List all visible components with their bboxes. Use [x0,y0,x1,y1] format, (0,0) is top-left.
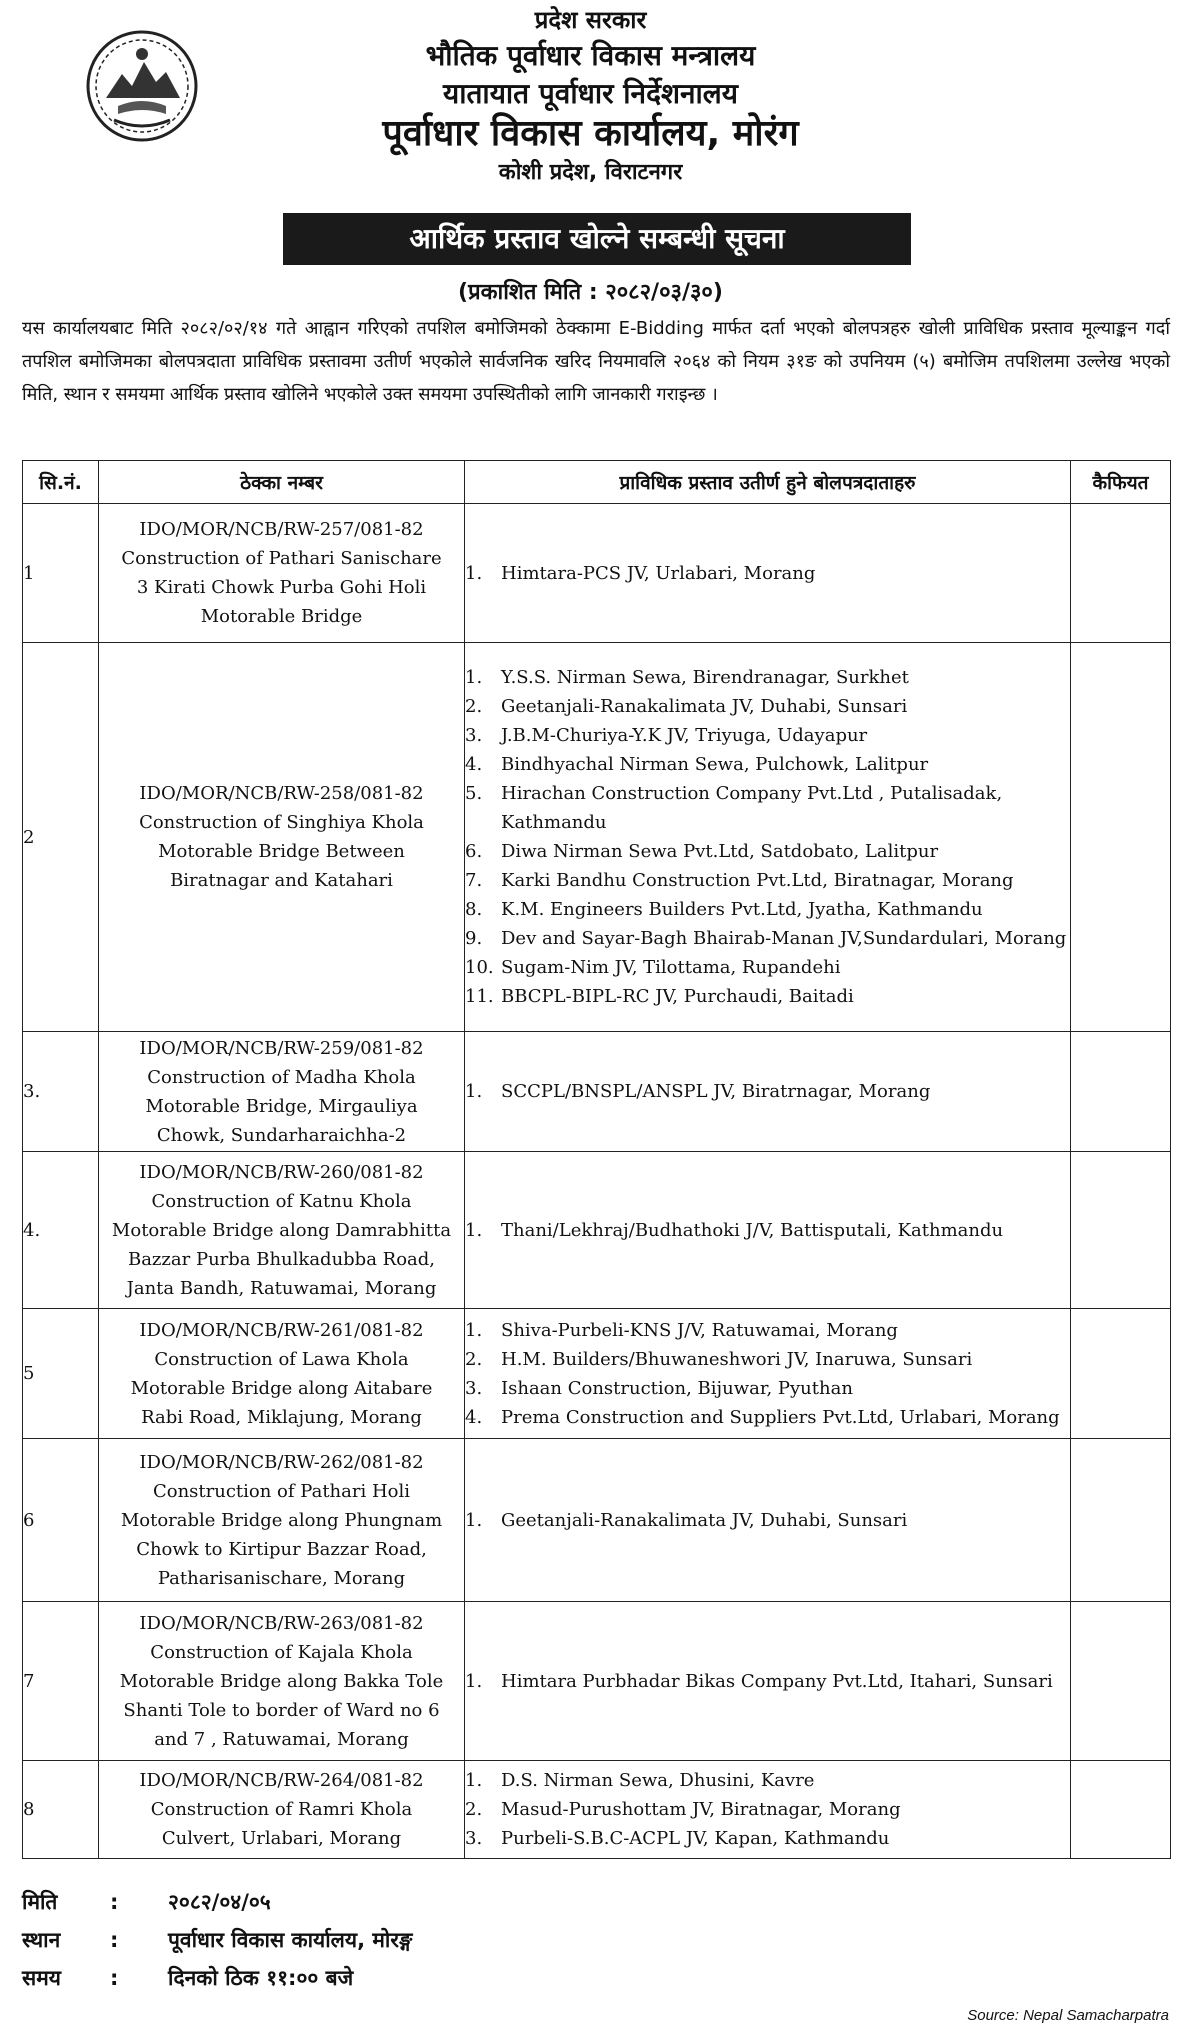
row-contract [99,1439,465,1602]
table-row [23,1152,1171,1309]
bidder-number: 2. [465,1348,483,1370]
contract-line: Motorable Bridge along Damrabhitta [111,1219,452,1241]
footer-time-row [22,1959,722,1997]
row-contract [99,1309,465,1439]
row-sn: 4. [23,1152,99,1309]
bidder-name: Thani/Lekhraj/Budhathoki J/V, Battisputali, Kathmandu [501,1219,1004,1241]
bidder-number: 3. [465,1377,483,1399]
bidder-number: 1. [465,1319,483,1341]
list-item [465,1795,1070,1824]
row-bidders [465,504,1071,643]
row-sn: 6 [23,1439,99,1602]
bidder-name: Geetanjali-Ranakalimata JV, Duhabi, Sunsari [501,696,908,717]
bidder-list [465,663,1070,1011]
bidder-name: Shiva-Purbeli-KNS J/V, Ratuwamai, Morang [501,1319,898,1341]
header-line-location: कोशी प्रदेश, विराटनगर [498,160,683,185]
list-item [465,750,1070,779]
contract-line: IDO/MOR/NCB/RW-260/081-82 [139,1161,424,1183]
list-item [465,1667,1070,1696]
office-header [0,8,1181,184]
opening-details [22,1883,722,1997]
bidder-number: 2. [465,1799,483,1820]
row-contract [99,1032,465,1152]
contract-line: Motorable Bridge, Mirgauliya [145,1095,418,1117]
list-item [465,559,1070,588]
bidder-number: 1. [465,1770,483,1791]
row-remarks [1071,1309,1171,1439]
source-credit: Source: Nepal Samacharpatra [967,2007,1169,2024]
contract-line: Chowk, Sundarharaichha-2 [156,1124,407,1146]
header-bidders: प्राविधिक प्रस्ताव उतीर्ण हुने बोलपत्रदाताहरु [465,461,1071,504]
row-contract [99,1761,465,1859]
header-remarks: कैफियत [1071,461,1171,504]
header-line-ministry: भौतिक पूर्वाधार विकास मन्त्रालय [425,39,756,72]
list-item [465,779,1070,837]
table-header-row [23,461,1171,504]
bidder-number: 11. [465,986,494,1007]
bidder-number: 1. [465,1219,483,1241]
header-line-office: पूर्वाधार विकास कार्यालय, मोरंग [382,113,799,154]
published-date: (प्रकाशित मिति : २०८२/०३/३०) [458,280,723,305]
contract-line: IDO/MOR/NCB/RW-259/081-82 [139,1037,424,1059]
row-bidders [465,1439,1071,1602]
list-item [465,1766,1070,1795]
contract-line: Bazzar Purba Bhulkadubba Road, [127,1248,436,1270]
footer-colon: : [110,1890,119,1914]
list-item [465,1077,1070,1106]
contract-line: Rabi Road, Miklajung, Morang [141,1406,422,1428]
row-remarks [1071,1032,1171,1152]
bidder-list [465,1766,1070,1853]
table-row [23,1309,1171,1439]
row-remarks [1071,1602,1171,1761]
bidder-list [465,1667,1070,1696]
notice-title: आर्थिक प्रस्ताव खोल्ने सम्बन्धी सूचना [283,213,911,265]
row-sn: 1 [23,504,99,643]
bidder-name: Himtara-PCS JV, Urlabari, Morang [501,562,816,584]
row-remarks [1071,1761,1171,1859]
contract-line: 3 Kirati Chowk Purba Gohi Holi [136,577,427,598]
bidder-number: 2. [465,696,483,717]
contract-line: Construction of Lawa Khola [154,1348,409,1370]
bidder-number: 9. [465,928,483,949]
bidder-name: Himtara Purbhadar Bikas Company Pvt.Ltd, Itahari, Sunsari [501,1670,1053,1692]
bidder-name: Sugam-Nim JV, Tilottama, Rupandehi [501,957,841,978]
bidder-name: J.B.M-Churiya-Y.K JV, Triyuga, Udayapur [501,725,868,746]
contract-line: IDO/MOR/NCB/RW-263/081-82 [139,1612,424,1634]
list-item [465,924,1070,953]
row-remarks [1071,1152,1171,1309]
list-item [465,1403,1070,1432]
bidder-name: Geetanjali-Ranakalimata JV, Duhabi, Sunsari [501,1509,908,1531]
contract-line: Construction of Pathari Holi [152,1480,411,1502]
header-contract: ठेक्का नम्बर [99,461,465,504]
list-item [465,663,1070,692]
footer-colon: : [110,1928,119,1952]
bidder-number: 1. [465,1670,483,1692]
contract-line: Janta Bandh, Ratuwamai, Morang [126,1277,437,1299]
bidder-name: SCCPL/BNSPL/ANSPL JV, Biratrnagar, Morang [501,1081,931,1102]
row-sn: 7 [23,1602,99,1761]
contract-line: Construction of Singhiya Khola [139,812,424,833]
bidder-name: Diwa Nirman Sewa Pvt.Ltd, Satdobato, Lalitpur [501,841,939,862]
bidder-number: 4. [465,1406,483,1428]
bidder-name: D.S. Nirman Sewa, Dhusini, Kavre [501,1770,815,1791]
bidder-number: 1. [465,1081,483,1102]
intro-paragraph: यस कार्यालयबाट मिति २०८२/०२/१४ गते आह्वान गरिएको तपशिल बमोजिमको ठेक्कामा E-Bidding मार्फत दर्ता भएको बोलपत्रहरु खोली प्राविधिक प्रस्ताव मूल्याङ्कन गर्दा तपशिल बमोजिमका बोलपत्रदाता प्राविधिक प्रस्तावमा उतीर्ण भएकोले सार्वजनिक खरिद नियमावलि २०६४ को नियम ३१ङ को उपनियम (५) बमोजिम तपशिलमा उल्लेख भएको मिति, स्थान र समयमा आर्थिक प्रस्ताव खोलिने भएकोले उक्त समयमा उपस्थितीको लागि जानकारी गराइन्छ । [22,318,1170,405]
bidder-number: 3. [465,1828,483,1849]
footer-colon: : [110,1966,119,1990]
footer-time-value: दिनको ठिक ११:०० बजे [168,1966,354,1990]
bidder-name: Prema Construction and Suppliers Pvt.Ltd, Urlabari, Morang [501,1406,1060,1428]
footer-place-value: पूर्वाधार विकास कार्यालय, मोरङ्ग [168,1928,413,1952]
list-item [465,721,1070,750]
contract-line: IDO/MOR/NCB/RW-257/081-82 [139,519,424,540]
row-bidders [465,1602,1071,1761]
bidder-name: Karki Bandhu Construction Pvt.Ltd, Biratnagar, Morang [501,870,1014,891]
bidder-number: 7. [465,870,483,891]
row-contract [99,643,465,1032]
contract-line: Shanti Tole to border of Ward no 6 [123,1699,440,1721]
contract-line: Chowk to Kirtipur Bazzar Road, [136,1538,427,1560]
contract-line: Patharisanischare, Morang [157,1567,406,1589]
bidder-number: 8. [465,899,483,920]
row-sn: 8 [23,1761,99,1859]
bidder-number: 1. [465,667,483,688]
contract-line: IDO/MOR/NCB/RW-264/081-82 [139,1770,424,1791]
table-row [23,1439,1171,1602]
table-row [23,1761,1171,1859]
bidder-list [465,1506,1070,1535]
footer-place-row [22,1921,722,1959]
bidder-number: 1. [465,1509,483,1531]
bidders-table [22,460,1171,1859]
bidder-number: 5. [465,783,483,804]
bidder-list [465,559,1070,588]
row-remarks [1071,504,1171,643]
bidder-name: Masud-Purushottam JV, Biratnagar, Morang [501,1799,901,1820]
contract-line: IDO/MOR/NCB/RW-261/081-82 [139,1319,424,1341]
bidder-number: 3. [465,725,483,746]
bidder-number: 1. [465,562,483,584]
row-contract [99,504,465,643]
bidder-number: 4. [465,754,483,775]
footer-place-label: स्थान [22,1928,61,1952]
list-item [465,1506,1070,1535]
list-item [465,1216,1070,1245]
row-sn: 3. [23,1032,99,1152]
contract-line: Motorable Bridge [200,606,363,627]
contract-line: Culvert, Urlabari, Morang [161,1828,402,1849]
table-row [23,1032,1171,1152]
bidder-name: K.M. Engineers Builders Pvt.Ltd, Jyatha, Kathmandu [501,899,983,920]
contract-line: Construction of Ramri Khola [150,1799,413,1820]
list-item [465,1316,1070,1345]
list-item [465,1345,1070,1374]
list-item [465,1374,1070,1403]
header-line-directorate: यातायात पूर्वाधार निर्देशनालय [442,77,739,110]
row-remarks [1071,643,1171,1032]
contract-line: Motorable Bridge Between [158,841,405,862]
row-bidders [465,1309,1071,1439]
bidder-list [465,1316,1070,1432]
row-sn: 5 [23,1309,99,1439]
row-bidders [465,1032,1071,1152]
header-sn: सि.नं. [23,461,99,504]
list-item [465,982,1070,1011]
table-row [23,643,1171,1032]
table-row [23,1602,1171,1761]
contract-line: IDO/MOR/NCB/RW-262/081-82 [139,1451,424,1473]
list-item [465,866,1070,895]
bidder-list [465,1216,1070,1245]
row-contract [99,1602,465,1761]
row-bidders [465,1761,1071,1859]
footer-date-row [22,1883,722,1921]
list-item [465,837,1070,866]
row-bidders [465,643,1071,1032]
contract-line: Construction of Pathari Sanischare [121,548,442,569]
bidder-name: Purbeli-S.B.C-ACPL JV, Kapan, Kathmandu [501,1828,890,1849]
row-bidders [465,1152,1071,1309]
bidder-name: Hirachan Construction Company Pvt.Ltd , Putalisadak, Kathmandu [501,783,1003,833]
table-row [23,504,1171,643]
footer-date-value: २०८२/०४/०५ [168,1890,271,1914]
bidder-name: Dev and Sayar-Bagh Bhairab-Manan JV,Sundardulari, Morang [501,928,1067,949]
list-item [465,953,1070,982]
list-item [465,1824,1070,1853]
bidder-name: Y.S.S. Nirman Sewa, Birendranagar, Surkhet [501,667,909,688]
header-line-province: प्रदेश सरकार [534,6,647,34]
contract-line: Motorable Bridge along Phungnam [120,1509,443,1531]
footer-date-label: मिति [22,1890,58,1914]
contract-line: IDO/MOR/NCB/RW-258/081-82 [139,783,424,804]
contract-line: Construction of Madha Khola [147,1066,416,1088]
contract-line: Motorable Bridge along Bakka Tole [119,1670,444,1692]
list-item [465,692,1070,721]
row-sn: 2 [23,643,99,1032]
bidder-number: 10. [465,957,494,978]
contract-line: Construction of Kajala Khola [150,1641,413,1663]
contract-line: and 7 , Ratuwamai, Morang [154,1728,409,1750]
bidder-list [465,1077,1070,1106]
bidder-name: H.M. Builders/Bhuwaneshwori JV, Inaruwa, Sunsari [501,1348,973,1370]
contract-line: Construction of Katnu Khola [151,1190,412,1212]
bidder-name: BBCPL-BIPL-RC JV, Purchaudi, Baitadi [501,986,854,1007]
bidder-name: Ishaan Construction, Bijuwar, Pyuthan [501,1377,853,1399]
row-remarks [1071,1439,1171,1602]
footer-time-label: समय [22,1966,61,1990]
bidder-name: Bindhyachal Nirman Sewa, Pulchowk, Lalitpur [501,754,929,775]
contract-line: Biratnagar and Katahari [170,870,393,891]
list-item [465,895,1070,924]
contract-line: Motorable Bridge along Aitabare [130,1377,433,1399]
row-contract [99,1152,465,1309]
bidder-number: 6. [465,841,483,862]
